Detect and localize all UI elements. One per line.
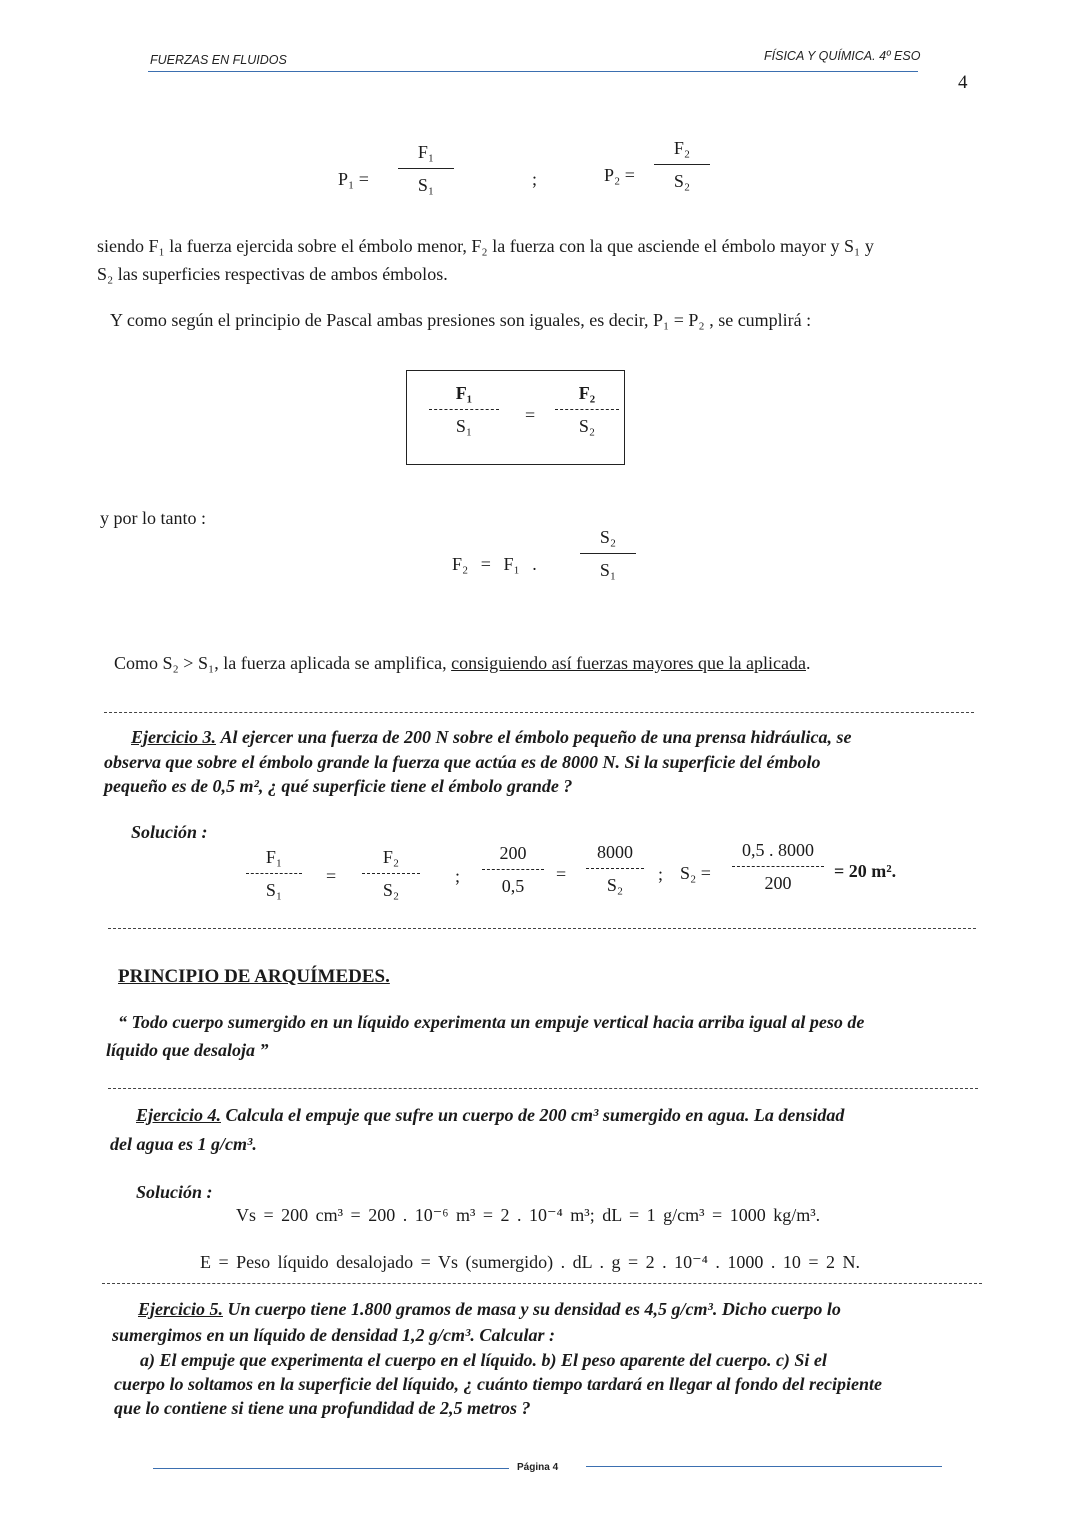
ex3-solution-label: Solución : bbox=[131, 822, 208, 842]
fraction-bar bbox=[362, 873, 420, 874]
por-tanto: y por lo tanto : bbox=[100, 508, 206, 528]
ex3-s2b: S₂ bbox=[606, 875, 624, 895]
ex4-line-1 bbox=[136, 1105, 844, 1126]
divider bbox=[108, 1088, 978, 1089]
fraction-bar bbox=[654, 164, 710, 165]
ex4-volume-line: Vs = 200 cm³ = 200 . 10⁻⁶ m³ = 2 . 10⁻⁴ m³; dL = 1 g/cm³ = 1000 kg/m³. bbox=[236, 1205, 821, 1225]
footer-rule-right bbox=[586, 1466, 942, 1467]
ex3-s2-equals: S₂ = bbox=[680, 863, 711, 883]
fraction-bar bbox=[398, 168, 454, 169]
ex4-text-1: Calcula el empuje que sufre un cuerpo de 200 cm³ sumergido en agua. La densidad bbox=[225, 1105, 845, 1125]
f2-formula-fraction bbox=[580, 525, 636, 582]
ex3-semicolon-2: ; bbox=[658, 864, 664, 884]
ex3-calc-num: 0,5 . 8000 bbox=[742, 840, 814, 860]
fraction-bar bbox=[429, 409, 499, 410]
divider bbox=[108, 928, 976, 929]
archimedes-quote-2: líquido que desaloja ” bbox=[106, 1040, 269, 1060]
fraction-bar bbox=[732, 866, 824, 867]
ex5-title: Ejercicio 5. bbox=[138, 1299, 223, 1319]
archimedes-quote-1: “ Todo cuerpo sumergido en un líquido experimenta un empuje vertical hacia arriba igual al peso de bbox=[118, 1012, 865, 1032]
ex3-line-1 bbox=[131, 727, 852, 748]
ex3-line-2: observa que sobre el émbolo grande la fuerza que actúa es de 8000 N. Si la superficie del émbolo bbox=[104, 752, 821, 772]
ex3-f2: F₂ bbox=[382, 847, 400, 867]
p2-fraction bbox=[654, 136, 710, 193]
box-left-fraction bbox=[429, 381, 499, 438]
ex3-calc-den: 200 bbox=[764, 873, 792, 893]
ex4-empuje-line: E = Peso líquido desalojado = Vs (sumergido) . dL . g = 2 . 10⁻⁴ . 1000 . 10 = 2 N. bbox=[200, 1252, 861, 1272]
pascal-statement: Y como según el principio de Pascal ambas presiones son iguales, es decir, P₁ = P₂ , se cumplirá : bbox=[110, 310, 812, 330]
p1-denominator: S₁ bbox=[417, 175, 435, 195]
archimedes-title: PRINCIPIO DE ARQUÍMEDES. bbox=[118, 966, 390, 987]
fraction-bar bbox=[482, 869, 544, 870]
p1-fraction bbox=[398, 140, 454, 197]
fraction-bar bbox=[580, 553, 636, 554]
ex3-frac-8000 bbox=[586, 840, 644, 897]
ex5-text-1: Un cuerpo tiene 1.800 gramos de masa y su densidad es 4,5 g/cm³. Dicho cuerpo lo bbox=[227, 1299, 841, 1319]
ex3-result: = 20 m². bbox=[834, 861, 897, 881]
ex3-s2: S₂ bbox=[382, 880, 400, 900]
ex3-8000: 8000 bbox=[597, 842, 633, 862]
siendo-line-2: S₂ las superficies respectivas de ambos émbolos. bbox=[97, 264, 448, 284]
footer-page-label: Página 4 bbox=[517, 1462, 559, 1473]
p2-label: P₂ = bbox=[604, 165, 635, 185]
fraction-bar bbox=[586, 868, 644, 869]
ex3-f1: F₁ bbox=[265, 847, 283, 867]
ex3-title: Ejercicio 3. bbox=[131, 727, 216, 747]
ex3-semicolon-1: ; bbox=[455, 866, 461, 886]
fraction-bar bbox=[246, 873, 302, 874]
fraction-bar bbox=[555, 409, 619, 410]
box-s1: S₁ bbox=[455, 416, 473, 436]
ex5-line-3: a) El empuje que experimenta el cuerpo en el líquido. b) El peso aparente del cuerpo. c) Si el bbox=[140, 1350, 827, 1370]
ex3-line-3: pequeño es de 0,5 m², ¿ qué superficie tiene el émbolo grande ? bbox=[104, 776, 573, 796]
box-equals: = bbox=[525, 405, 536, 425]
pascal-equation-box bbox=[406, 370, 625, 465]
ex3-equals-1: = bbox=[326, 866, 337, 886]
ex4-line-2: del agua es 1 g/cm³. bbox=[110, 1134, 257, 1154]
como-sentence bbox=[114, 653, 810, 674]
page-number: 4 bbox=[958, 72, 968, 93]
como-text: Como S₂ > S₁, la fuerza aplicada se amplifica, bbox=[114, 653, 452, 673]
p2-denominator: S₂ bbox=[673, 171, 691, 191]
box-f2: F₂ bbox=[578, 383, 596, 403]
ex5-line-5: que lo contiene si tiene una profundidad de 2,5 metros ? bbox=[114, 1398, 531, 1418]
ex5-line-2: sumergimos en un líquido de densidad 1,2 g/cm³. Calcular : bbox=[112, 1325, 555, 1345]
divider bbox=[102, 1283, 982, 1284]
pressure-separator: ; bbox=[532, 169, 538, 189]
p1-numerator: F₁ bbox=[417, 142, 435, 162]
ex3-frac-f1s1 bbox=[246, 845, 302, 902]
ex4-title: Ejercicio 4. bbox=[136, 1105, 221, 1125]
p2-numerator: F₂ bbox=[673, 138, 691, 158]
ex3-05: 0,5 bbox=[501, 876, 525, 896]
ex5-line-4: cuerpo lo soltamos en la superficie del líquido, ¿ cuánto tiempo tardará en llegar al fondo del recipiente bbox=[114, 1374, 882, 1394]
ex3-frac-200 bbox=[482, 841, 544, 898]
f2-den: S₁ bbox=[599, 560, 617, 580]
f2-formula-lhs: F₂ = F₁ . bbox=[452, 554, 537, 574]
ex5-line-1 bbox=[138, 1299, 841, 1320]
ex3-frac-f2s2 bbox=[362, 845, 420, 902]
p1-label: P₁ = bbox=[338, 169, 369, 189]
f2-num: S₂ bbox=[599, 527, 617, 547]
box-right-fraction bbox=[555, 381, 619, 438]
ex3-text-1: Al ejercer una fuerza de 200 N sobre el émbolo pequeño de una prensa hidráulica, se bbox=[220, 727, 852, 747]
ex3-s1: S₁ bbox=[265, 880, 283, 900]
siendo-line-1: siendo F₁ la fuerza ejercida sobre el émbolo menor, F₂ la fuerza con la que asciende el émbolo mayor y S₁ y bbox=[97, 236, 874, 256]
ex3-frac-calc bbox=[732, 838, 824, 895]
header-left: FUERZAS EN FLUIDOS bbox=[150, 53, 287, 67]
header-right: FÍSICA Y QUÍMICA. 4º ESO bbox=[764, 49, 921, 63]
box-s2: S₂ bbox=[578, 416, 596, 436]
footer-rule-left bbox=[153, 1468, 509, 1469]
box-f1: F₁ bbox=[455, 383, 473, 403]
ex3-equals-2: = bbox=[556, 864, 567, 884]
header-rule bbox=[148, 71, 918, 72]
divider bbox=[104, 712, 974, 713]
ex4-solution-label: Solución : bbox=[136, 1182, 213, 1202]
ex3-200: 200 bbox=[499, 843, 527, 863]
como-underlined: consiguiendo así fuerzas mayores que la aplicada bbox=[451, 653, 806, 673]
como-end: . bbox=[805, 653, 811, 673]
